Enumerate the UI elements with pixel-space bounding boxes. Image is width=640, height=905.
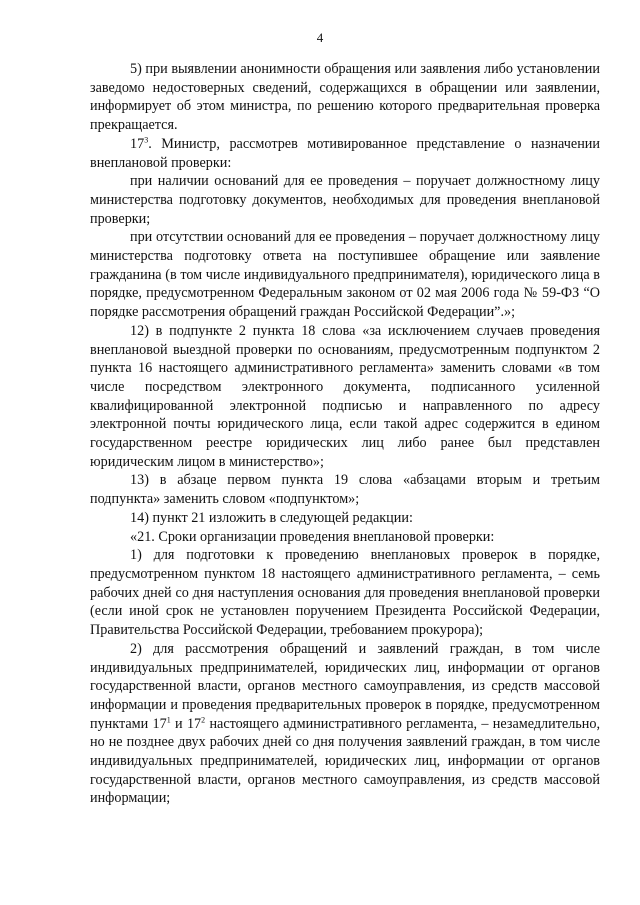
ref-superscript: 1 [166,714,171,724]
paragraph-21-2 [90,640,600,808]
paragraph-14: 14) пункт 21 изложить в следующей редакции: [130,509,413,526]
paragraph-21: «21. Сроки организации проведения внеплановой проверки: [130,528,495,545]
ref-superscript: 2 [201,714,206,724]
paragraph-13: 13) в абзаце первом пункта 19 слова «абзацами вторым и третьим подпункта» заменить словом «подпунктом»; [90,472,600,508]
paragraph-21-1: 1) для подготовки к проведению внеплановых проверок в порядке, предусмотренном пунктом 18 настоящего административного регламента, – семь рабочих дней со дня наступления основания для проведения внеплановой проверки (если иной срок не установлен поручением Президента Российской Федерации, Правительства Российской Федерации, требованием прокурора); [90,547,600,639]
page-number: 4 [316,30,324,45]
ref-number: 17 [152,715,167,732]
paragraph-text: административного регламента, – незамедлительно, но не позднее двух рабочих дней со дня получения заявлений граждан, в том числе индивидуальных предпринимателей, юридических лиц, информации от органов государственной власти, органов местного самоуправления, из средств массовой информации; [90,715,601,807]
paragraph-grounds-absent: при отсутствии оснований для ее проведения – поручает должностному лицу министерства подготовку ответа на поступившее обращение или заявление гражданина (в том числе индивидуального предпринимателя), юридического лица в порядке, предусмотренном Федеральным законом от 02 мая 2006 года № 59-ФЗ “О порядке рассмотрения обращений граждан Российской Федерации”.»; [90,229,600,321]
conjunction: и [175,715,183,732]
clause-superscript: 3 [144,135,149,145]
clause-number: 17 [130,135,145,152]
paragraph-text: настоящего [209,715,279,732]
paragraph-5: 5) при выявлении анонимности обращения или заявления либо установлении заведомо недостоверных сведений, содержащихся в обращении или заявлении, информирует об этом министра, по решению которого предварительная проверка прекращается. [90,61,600,134]
document-body [90,60,600,808]
paragraph-17-3 [90,135,600,172]
paragraph-text: 2) для рассмотрения обращений и заявлений граждан, в том числе индивидуальных предпринимателей, юридических лиц, информации от органов государственной власти, органов местного самоуправления, из средств массовой информации и проведения предварительных проверок в порядке, предусмотренном пунктами [90,640,600,732]
paragraph-grounds-present: при наличии оснований для ее проведения – поручает должностному лицу министерства подготовку документов, необходимых для проведения внеплановой проверки; [90,173,600,227]
paragraph-12: 12) в подпункте 2 пункта 18 слова «за исключением случаев проведения внеплановой выездной проверки по основаниям, предусмотренным подпунктом 2 пункта 16 настоящего административного регламента» заменить словами «в том числе посредством электронного документа, подписанного усиленной квалифицированной электронной подписью и направленного по адресу электронной почты юридического лица, если такой адрес содержится в едином государственном реестре юридических лиц либо ранее был представлен юридическим лицом в министерство»; [90,322,600,470]
paragraph-text: . Министр, рассмотрев мотивированное представление о назначении внеплановой проверки: [90,135,600,171]
ref-number: 17 [186,715,202,732]
